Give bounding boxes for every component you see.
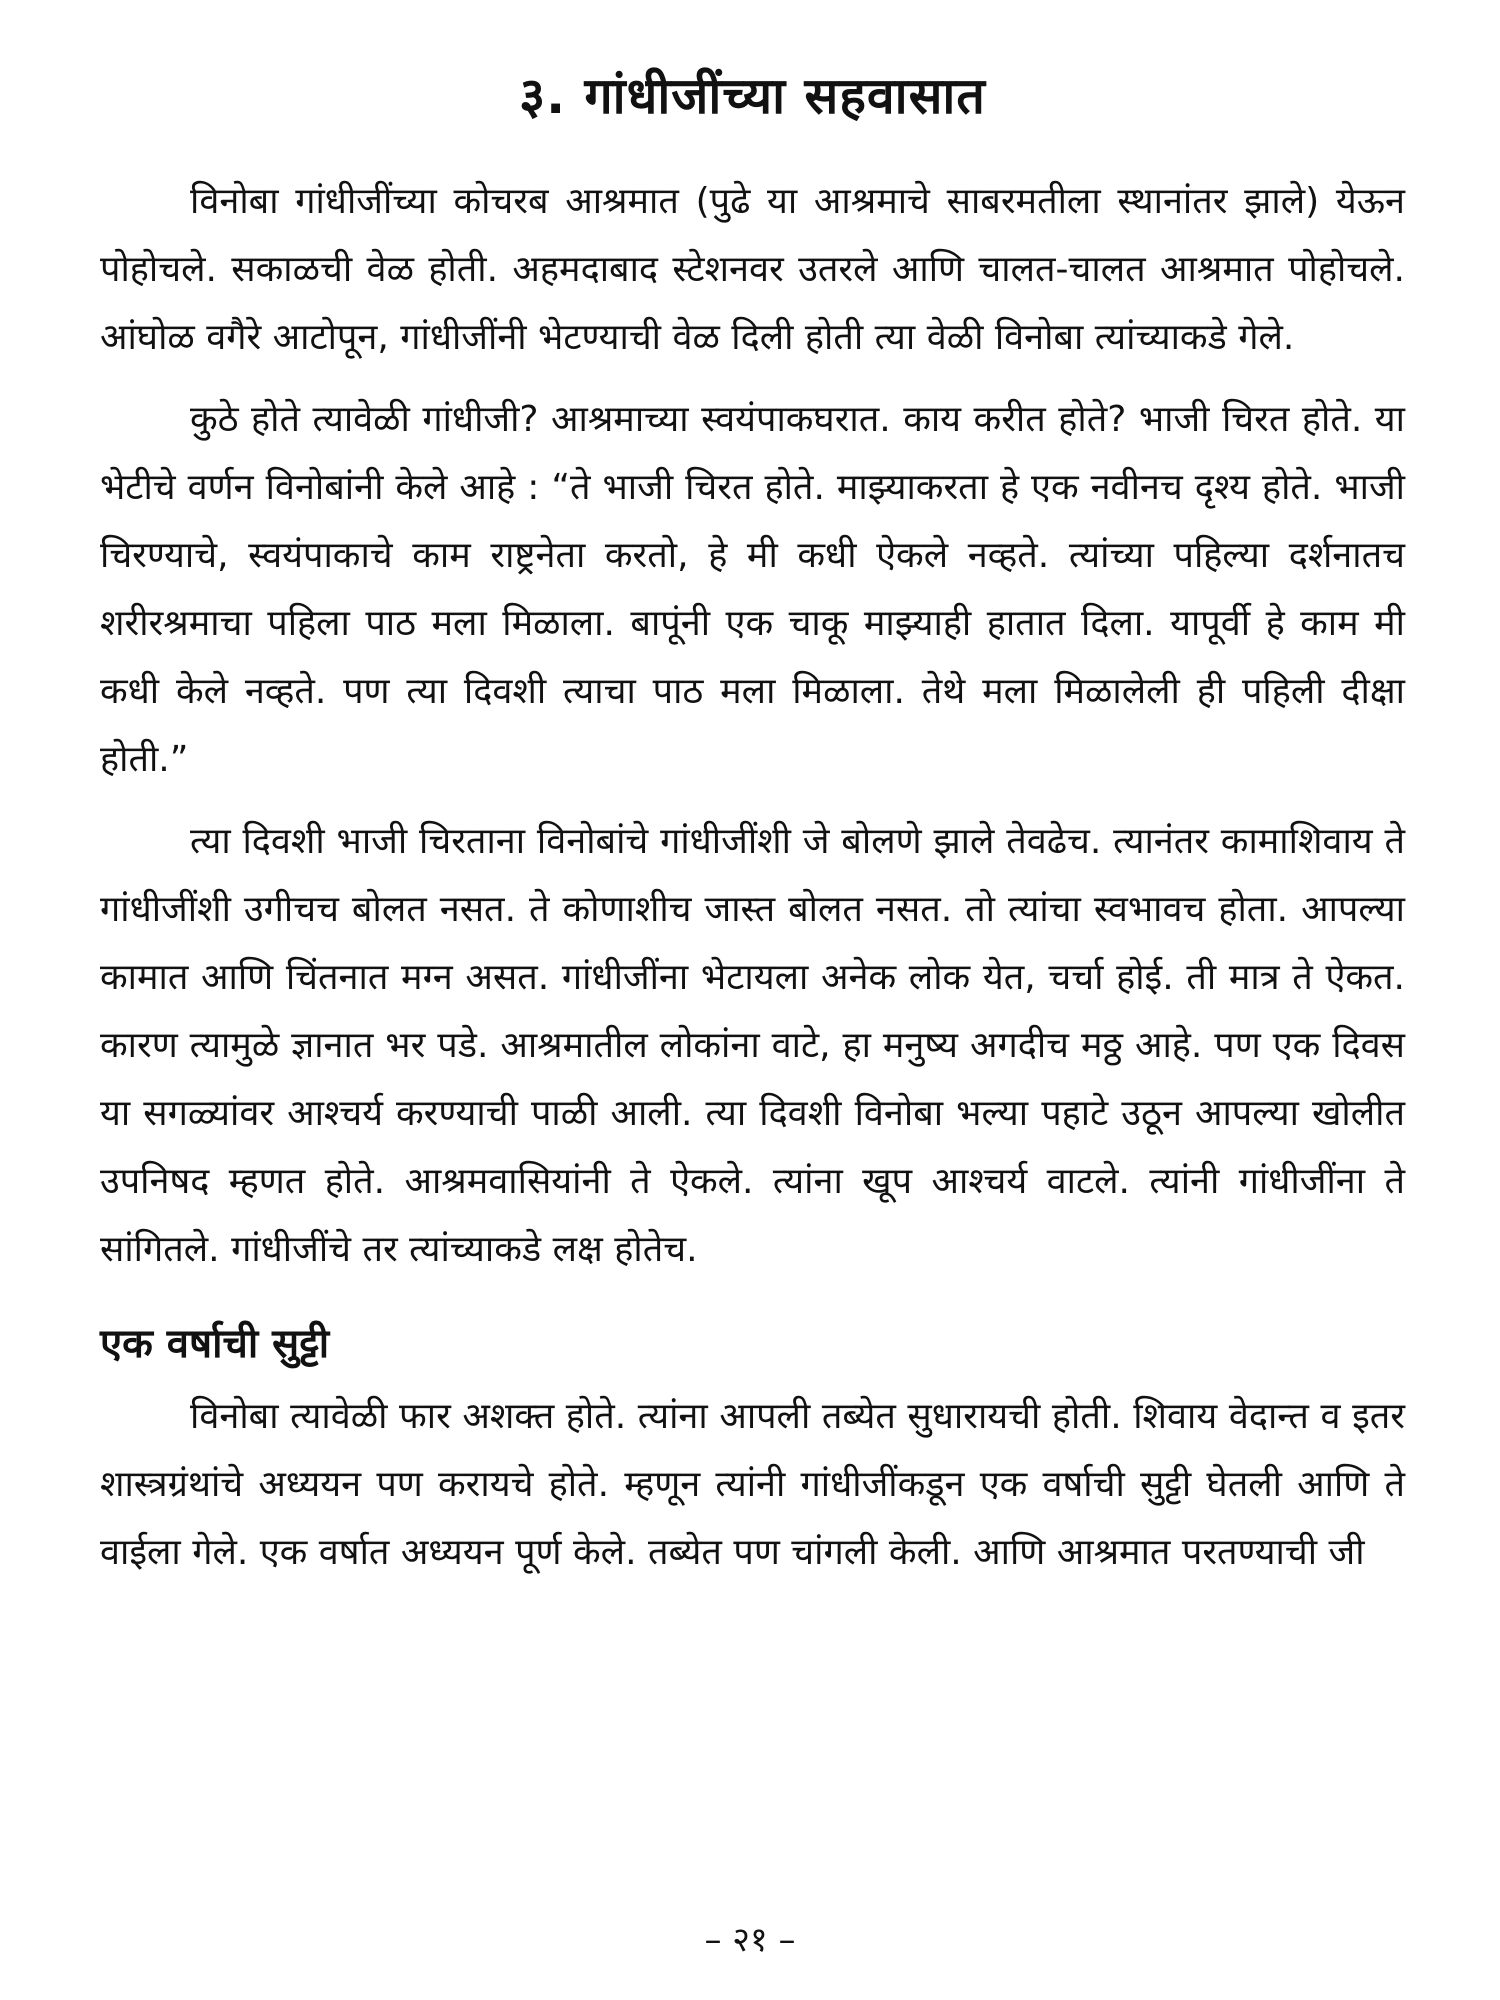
paragraph-4: विनोबा त्यावेळी फार अशक्त होते. त्यांना आपली तब्येत सुधारायची होती. शिवाय वेदान्त व इतर शास्त्रग्रंथांचे अध्ययन पण करायचे होते. म्हणून त्यांनी गांधीजींकडून एक वर्षाची सुट्टी घेतली आणि ते वाईला गेले. एक वर्षात अध्ययन पूर्ण केले. तब्येत पण चांगली केली. आणि आश्रमात परतण्याची जी [100, 1396, 1405, 1573]
paragraph-2: कुठे होते त्यावेळी गांधीजी? आश्रमाच्या स्वयंपाकघरात. काय करीत होते? भाजी चिरत होते. या भेटीचे वर्णन विनोबांनी केले आहे : “ते भाजी चिरत होते. माझ्याकरता हे एक नवीनच दृश्य होते. भाजी चिरण्याचे, स्वयंपाकाचे काम राष्ट्रनेता करतो, हे मी कधी ऐकले नव्हते. त्यांच्या पहिल्या दर्शनातच शरीरश्रमाचा पहिला पाठ मला मिळाला. बापूंनी एक चाकू माझ्याही हातात दिला. यापूर्वी हे काम मी कधी केले नव्हते. पण त्या दिवशी त्याचा पाठ मला मिळाला. तेथे मला मिळालेली ही पहिली दीक्षा होती.” [100, 399, 1405, 780]
section-heading: एक वर्षाची सुट्टी [100, 1321, 330, 1367]
paragraph-3: त्या दिवशी भाजी चिरताना विनोबांचे गांधीजींशी जे बोलणे झाले तेवढेच. त्यानंतर कामाशिवाय ते गांधीजींशी उगीचच बोलत नसत. ते कोणाशीच जास्त बोलत नसत. तो त्यांचा स्वभावच होता. आपल्या कामात आणि चिंतनात मग्न असत. गांधीजींना भेटायला अनेक लोक येत, चर्चा होई. ती मात्र ते ऐकत. कारण त्यामुळे ज्ञानात भर पडे. आश्रमातील लोकांना वाटे, हा मनुष्य अगदीच मठ्ठ आहे. पण एक दिवस या सगळ्यांवर आश्चर्य करण्याची पाळी आली. त्या दिवशी विनोबा भल्या पहाटे उठून आपल्या खोलीत उपनिषद म्हणत होते. आश्रमवासियांनी ते ऐकले. त्यांना खूप आश्चर्य वाटले. त्यांनी गांधीजींना ते सांगितले. गांधीजींचे तर त्यांच्याकडे लक्ष होतेच. [100, 821, 1405, 1270]
chapter-title: ३. गांधीजींच्या सहवासात [519, 67, 986, 125]
paragraph-1: विनोबा गांधीजींच्या कोचरब आश्रमात (पुढे या आश्रमाचे साबरमतीला स्थानांतर झाले) येऊन पोहोचले. सकाळची वेळ होती. अहमदाबाद स्टेशनवर उतरले आणि चालत-चालत आश्रमात पोहोचले. आंघोळ वगैरे आटोपून, गांधीजींनी भेटण्याची वेळ दिली होती त्या वेळी विनोबा त्यांच्याकडे गेले. [100, 181, 1405, 358]
page-number: – २१ – [704, 1920, 796, 1960]
